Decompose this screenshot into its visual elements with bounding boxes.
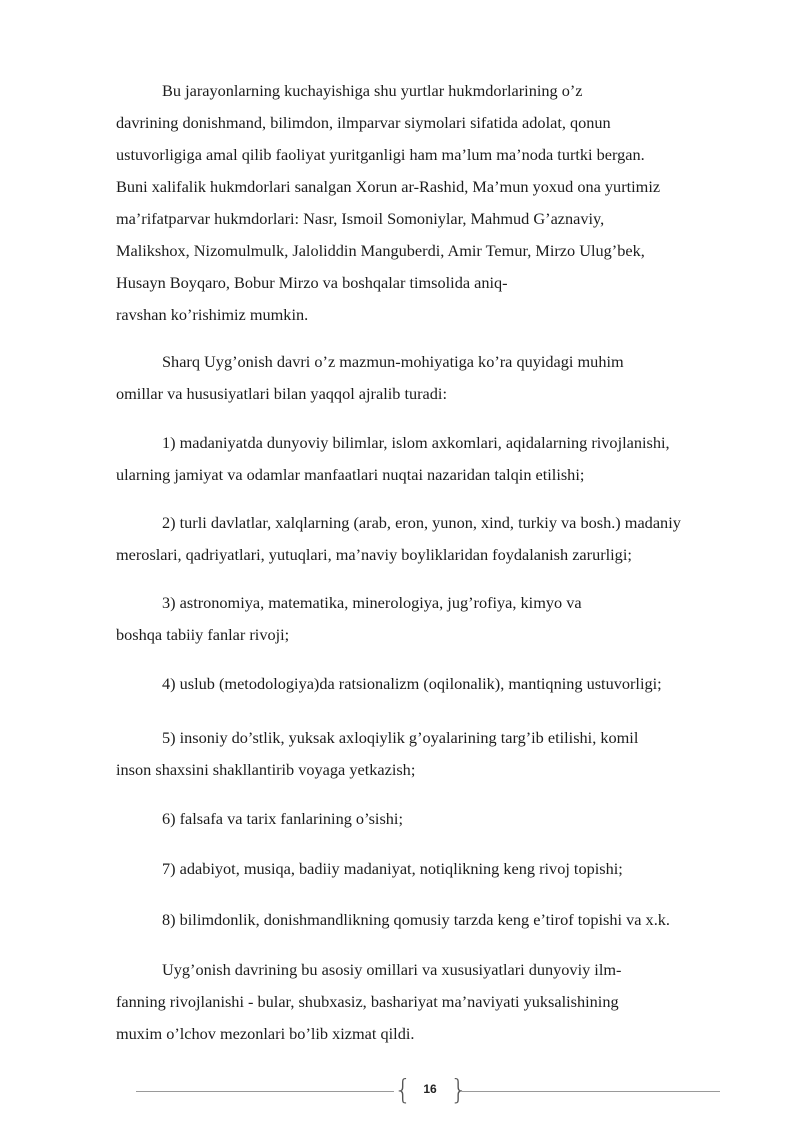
text-line: meroslari, qadriyatlari, yutuqlari, ma’naviy boyliklaridan foydalanish zarurligi; [116, 545, 632, 564]
list-item [116, 668, 756, 700]
text-line: Uyg’onish davrining bu asosiy omillari va xususiyatlari dunyoviy ilm- [162, 960, 622, 979]
footer-rule-left [136, 1091, 394, 1092]
text-line: 2) turli davlatlar, xalqlarning (arab, eron, yunon, xind, turkiy va bosh.) madaniy [162, 513, 681, 532]
text-line: muxim o’lchov mezonlari bo’lib xizmat qildi. [116, 1024, 415, 1043]
text-line: 3) astronomiya, matematika, minerologiya, jug’rofiya, kimyo va [162, 593, 582, 612]
text-line: 1) madaniyatda dunyoviy bilimlar, islom axkomlari, aqidalarning rivojlanishi, [162, 433, 670, 452]
footer-brace-close: } [450, 1073, 468, 1106]
list-item [116, 803, 756, 835]
text-line: 7) adabiyot, musiqa, badiiy madaniyat, notiqlikning keng rivoj topishi; [162, 859, 623, 878]
list-item [116, 904, 756, 936]
text-line: ravshan ko’rishimiz mumkin. [116, 305, 309, 324]
text-line: boshqa tabiiy fanlar rivoji; [116, 625, 290, 644]
text-line: fanning rivojlanishi - bular, shubxasiz, bashariyat ma’naviyati yuksalishining [116, 992, 619, 1011]
footer-brace-open: { [394, 1073, 412, 1106]
text-line: davrining donishmand, bilimdon, ilmparvar siymolari sifatida adolat, qonun [116, 113, 611, 132]
footer-rule-right [462, 1091, 720, 1092]
text-line: 5) insoniy do’stlik, yuksak axloqiylik g’oyalarining targ’ib etilishi, komil [162, 728, 639, 747]
text-line: ma’rifatparvar hukmdorlari: Nasr, Ismoil Somoniylar, Mahmud G’aznaviy, [116, 209, 605, 228]
text-line: Buni xalifalik hukmdorlari sanalgan Xorun ar-Rashid, Ma’mun yoxud ona yurtimiz [116, 177, 661, 196]
page-number: 16 [423, 1082, 437, 1096]
text-line: Husayn Boyqaro, Bobur Mirzo va boshqalar timsolida aniq- [116, 273, 508, 292]
list-item [116, 507, 756, 571]
paragraph [116, 75, 756, 331]
text-line: 4) uslub (metodologiya)da ratsionalizm (oqilonalik), mantiqning ustuvorligi; [162, 674, 662, 693]
text-line: 8) bilimdonlik, donishmandlikning qomusiy tarzda keng e’tirof topishi va x.k. [162, 910, 670, 929]
text-line: inson shaxsini shakllantirib voyaga yetkazish; [116, 760, 416, 779]
list-item [116, 427, 756, 491]
text-line: Malikshox, Nizomulmulk, Jaloliddin Manguberdi, Amir Temur, Mirzo Ulug’bek, [116, 241, 645, 260]
text-line: Bu jarayonlarning kuchayishiga shu yurtlar hukmdorlarining o’z [162, 81, 583, 100]
list-item [116, 587, 756, 651]
paragraph [116, 346, 756, 410]
text-line: Sharq Uyg’onish davri o’z mazmun-mohiyatiga ko’ra quyidagi muhim [162, 352, 624, 371]
text-line: omillar va hususiyatlari bilan yaqqol ajralib turadi: [116, 384, 447, 403]
list-item [116, 722, 756, 786]
paragraph [116, 954, 756, 1050]
text-line: 6) falsafa va tarix fanlarining o’sishi; [162, 809, 403, 828]
text-line: ustuvorligiga amal qilib faoliyat yuritganligi ham ma’lum ma’noda turtki bergan. [116, 145, 645, 164]
list-item [116, 853, 756, 885]
text-line: ularning jamiyat va odamlar manfaatlari nuqtai nazaridan talqin etilishi; [116, 465, 585, 484]
